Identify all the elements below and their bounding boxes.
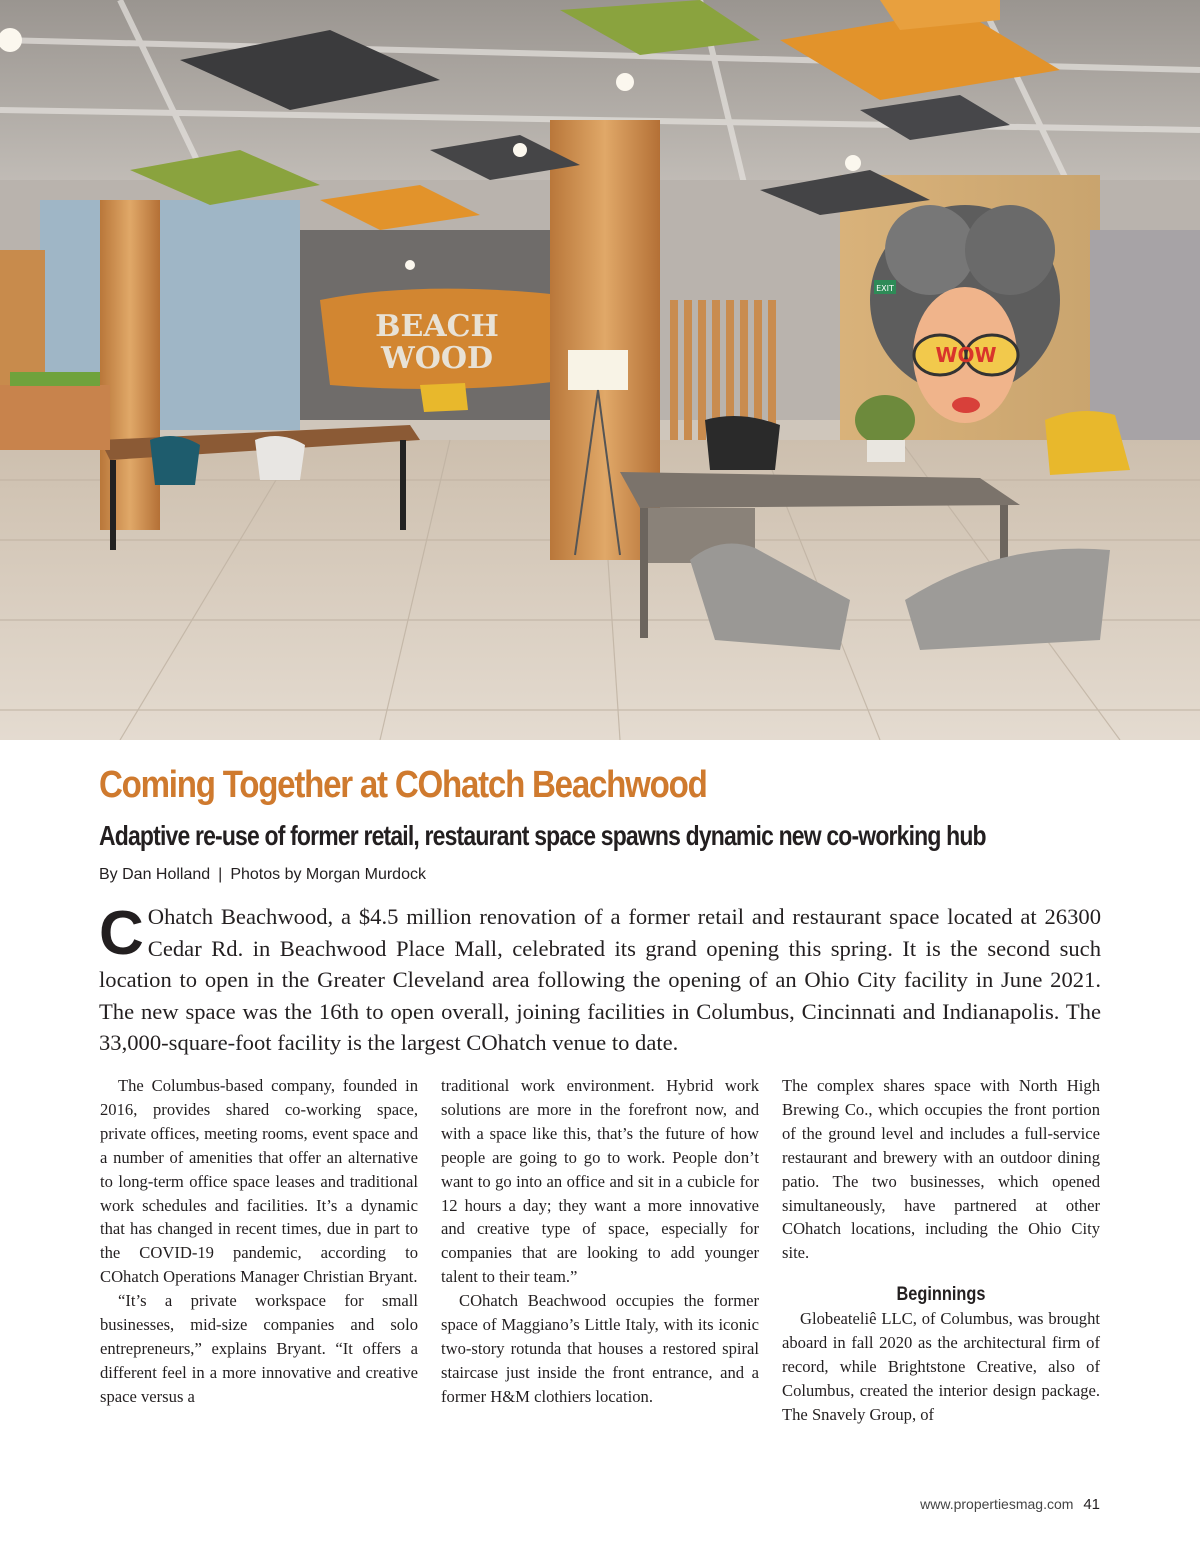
hero-photo: [0, 0, 1200, 740]
body-paragraph: Globeateliê LLC, of Columbus, was brought aboard in fall 2020 as the architectural firm of record, while Brightstone Creative, also of Columbus, created the interior design package. The Snavely Group, of: [782, 1309, 1100, 1424]
page-footer: [920, 1496, 1100, 1513]
section-heading: Beginnings: [896, 1284, 986, 1306]
body-paragraph: traditional work environment. Hybrid work solutions are more in the forefront now, and with a space like this, that’s the future of how people are going to go to work. People don’t want to go into an office and sit in a cubicle for 12 hours a day; they want a more innovative and creative type of space, especially for companies that are looking to add younger talent to their team.”: [441, 1076, 759, 1287]
drop-cap: C: [99, 899, 144, 968]
body-column-3: [782, 1074, 1100, 1427]
footer-website: www.propertiesmag.com: [920, 1496, 1074, 1512]
lede-text: Ohatch Beachwood, a $4.5 million renovation of a former retail and restaurant space located at 26300 Cedar Rd. in Beachwood Place Mall, celebrated its grand opening this spring. It is the second such location to open in the Greater Cleveland area following the opening of an Ohio City facility in June 2021. The new space was the 16th to open overall, joining facilities in Columbus, Cincinnati and Indianapolis. The 33,000-square-foot facility is the largest COhatch venue to date.: [99, 904, 1101, 1055]
page-number: 41: [1083, 1496, 1100, 1513]
exit-sign: EXIT: [876, 284, 894, 293]
lede-paragraph: [99, 901, 1101, 1059]
byline-photos: Photos by Morgan Murdock: [230, 866, 426, 883]
article-subhead: Adaptive re-use of former retail, restaurant space spawns dynamic new co-working hub: [99, 820, 986, 851]
article-headline: Coming Together at COhatch Beachwood: [99, 764, 707, 806]
wall-sign-beach: BEACH: [375, 309, 499, 344]
body-column-1: [100, 1074, 418, 1409]
coworking-space-illustration: [0, 0, 1200, 740]
body-paragraph: The Columbus-based company, founded in 2016, provides shared co-working space, private offices, meeting rooms, event space and a number of amenities that offer an alternative to long-term office space leases and traditional work schedules and facilities. It’s a dynamic that has changed in recent times, due in part to the COVID-19 pandemic, according to COhatch Operations Manager Christian Bryant.: [100, 1076, 418, 1287]
mural-glasses-text: WOW: [935, 343, 997, 367]
byline-separator: |: [218, 866, 223, 883]
byline: [99, 866, 426, 884]
byline-author: By Dan Holland: [99, 866, 211, 883]
body-paragraph: COhatch Beachwood occupies the former space of Maggiano’s Little Italy, with its iconic two-story rotunda that houses a restored spiral staircase just inside the front entrance, and a former H&M clothiers location.: [441, 1291, 759, 1406]
body-paragraph: The complex shares space with North High Brewing Co., which occupies the front portion of the ground level and includes a full-service restaurant and brewery with an outdoor dining patio. The two businesses, which opened simultaneously, have partnered at other COhatch locations, including the Ohio City site.: [782, 1076, 1100, 1263]
body-paragraph: “It’s a private workspace for small businesses, mid-size companies and solo entrepreneurs,” explains Bryant. “It offers a different feel in a more innovative and creative space versus a: [100, 1291, 418, 1406]
wood-pillar-left: [100, 200, 160, 530]
body-column-2: [441, 1074, 759, 1409]
wall-sign-wood: WOOD: [381, 341, 493, 376]
floor-lamp-shade: [568, 350, 628, 390]
